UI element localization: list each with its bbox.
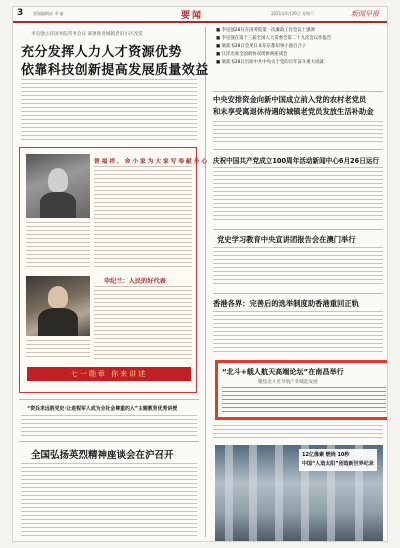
right-headline4: 香港各界：完善后的选举制度助香港重回正轨: [213, 299, 359, 308]
lab-photo: [215, 445, 383, 541]
section-divider: [19, 399, 199, 400]
section-divider: [213, 91, 383, 92]
profile2-title: 申纪兰：人民的好代表: [104, 278, 166, 285]
right-headline2: 庆祝中国共产党成立100周年活动新闻中心6月26日运行: [213, 157, 379, 165]
newspaper-logo: 新闻早报: [351, 10, 379, 18]
column-divider: [205, 27, 206, 537]
feature-box: [19, 147, 208, 393]
department-label: 要闻编辑部 李 丽: [33, 11, 64, 16]
section-divider: [213, 149, 383, 150]
caption-line2: 中国“人造太阳”创造新世界纪录: [302, 461, 374, 467]
right-article4-body: [213, 311, 383, 357]
brief-item: ■ 栗战书28日出席中共中央关于党的百年奋斗重大成就: [216, 60, 324, 65]
profile1-body-cont: [26, 222, 90, 270]
brief-item: ■ 汪洋出席全国政协双周协商座谈会: [216, 52, 288, 57]
caption-line1: 12亿像素 燃烧 10秒: [302, 452, 350, 458]
lead-kicker: 李克强主持国务院常务会议 部署推进城镇老旧小区改造: [31, 32, 143, 37]
lead-headline-line2: 依靠科技创新提高发展质量效益: [21, 63, 209, 78]
right-headline1-line2: 和未享受离退休待遇的城镇老党员发放生活补助金: [213, 107, 374, 116]
bottom-left-article1-body: [21, 415, 197, 439]
brief-item: ■ 李克强在第十三届全国人大常委会第二十九次会议作报告: [216, 36, 332, 41]
bottom-left-headline2: 全国弘扬英烈精神座谈会在沪召开: [31, 450, 174, 461]
section-title: 要闻: [181, 11, 204, 21]
profile1-body: [94, 166, 192, 270]
right-headline3: 党史学习教育中央宣讲团报告会在澳门举行: [217, 235, 356, 244]
news-briefs: [216, 27, 382, 67]
profile2-body: [94, 286, 192, 362]
section-divider: [213, 293, 383, 294]
profile2-body-cont: [26, 340, 90, 362]
right-article1-body: [213, 121, 383, 147]
masthead: [13, 7, 388, 23]
highlight-article-body: [222, 387, 386, 417]
highlighted-article[interactable]: [215, 360, 388, 420]
lead-article-body: [21, 79, 197, 143]
profile1-title: 曾 福 祥 ， 舍 小 家 为 大 家 写 奉 献 丹 心: [94, 159, 208, 165]
newspaper-page: [12, 6, 388, 542]
feature-banner: 七一勋章 你来讲述: [27, 367, 191, 381]
photo-caption: [299, 449, 377, 471]
bottom-left-article2-body: [21, 463, 197, 539]
profile1-photo: [26, 154, 90, 218]
right-article5-body: [213, 425, 383, 441]
section-divider: [213, 229, 383, 230]
page-number: 3: [17, 8, 24, 18]
issue-date: 2021年6月26日 星期六: [271, 11, 315, 16]
brief-item: ■ 栗战书28日会见日本东京都知事小池百合子: [216, 44, 307, 49]
right-headline1-line1: 中央安排资金向新中国成立前入党的农村老党员: [213, 95, 367, 104]
lead-headline-line1: 充分发挥人力人才资源优势: [21, 45, 182, 60]
right-article3-body: [213, 247, 383, 291]
right-article2-body: [213, 167, 383, 227]
profile2-photo: [26, 276, 90, 336]
bottom-left-headline1: “资兵求远胜党史·让进程军人成为全社会尊重的人”主题教育优秀讲授: [27, 406, 178, 412]
section-divider: [19, 441, 199, 442]
highlight-subtitle: 聚焦北斗星导航产业赋能发展: [258, 380, 318, 385]
highlight-headline: “北斗+载人航天高端论坛”在南昌举行: [222, 367, 344, 376]
brief-item: ■ 李克强28日在国务院第一次廉政工作会议上强调: [216, 28, 315, 33]
